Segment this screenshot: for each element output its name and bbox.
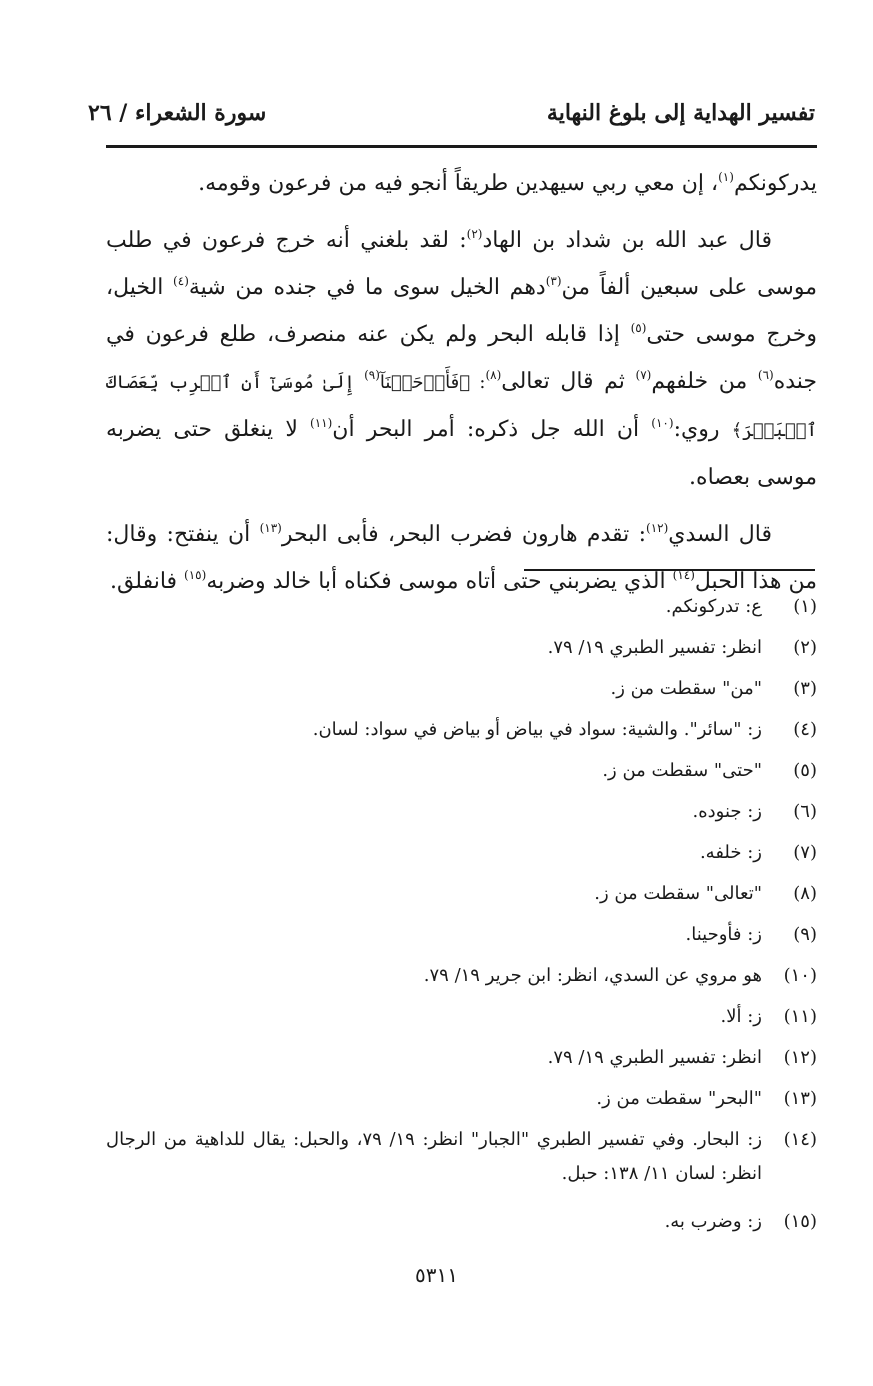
footnote-text: ز: خلفه. — [699, 842, 762, 863]
footnote-item — [106, 672, 817, 713]
footnote-text: انظر: تفسير الطبري ١٩/ ٧٩. — [547, 637, 762, 658]
footnote-separator — [524, 569, 815, 571]
footnote-number: (١٤) — [783, 1129, 817, 1150]
footnote-item — [106, 713, 817, 754]
footnote-item — [106, 1123, 817, 1205]
text-run: دهم الخيل سوى ما في جنده من شية — [188, 275, 546, 300]
footnote-item — [106, 795, 817, 836]
text-run: قال عبد الله بن شداد بن الهاد — [482, 228, 772, 253]
footnote-marker: (١) — [718, 170, 734, 184]
text-run: ثم قال تعالى — [501, 369, 636, 394]
footnote-text: ع: تدركونكم. — [665, 596, 762, 617]
text-run: : تقدم هارون فضرب البحر، فأبى البحر — [281, 522, 646, 547]
footnote-number: (٨) — [793, 883, 817, 904]
footnote-text: ز: "سائر". والشية: سواد في بياض أو بياض في سواد: لسان. — [312, 719, 762, 740]
footnote-number: (٣) — [793, 678, 817, 699]
footnote-number: (٧) — [793, 842, 817, 863]
footnote-number: (٦) — [793, 801, 817, 822]
footnote-marker: (١١) — [310, 416, 333, 430]
footnote-marker: (١٠) — [651, 416, 674, 430]
footnote-number: (١٢) — [783, 1047, 817, 1068]
footnote-item — [106, 877, 817, 918]
footnote-text: "حتى" سقطت من ز. — [602, 760, 762, 781]
footnote-number: (٥) — [793, 760, 817, 781]
footnote-marker: (١٤) — [672, 568, 695, 582]
paragraph-2 — [106, 217, 817, 501]
footnote-item — [106, 959, 817, 1000]
text-run: من خلفهم — [651, 369, 758, 394]
text-run: روي: — [673, 417, 732, 442]
footnote-marker: (٢) — [466, 227, 483, 241]
footnote-item — [106, 918, 817, 959]
footnote-text: انظر: تفسير الطبري ١٩/ ٧٩. — [547, 1047, 762, 1068]
footnote-marker: (٨) — [485, 368, 502, 382]
footnote-text: هو مروي عن السدي، انظر: ابن جرير ١٩/ ٧٩. — [423, 965, 762, 986]
footnote-number: (١١) — [783, 1006, 817, 1027]
footnote-text: ز: ألا. — [720, 1006, 762, 1027]
footnote-text: "من" سقطت من ز. — [610, 678, 762, 699]
text-run: لا ينغلق حتى يضربه موسى بعصاه. — [106, 417, 817, 490]
footnote-text: ز: وضرب به. — [664, 1211, 762, 1232]
text-run: : لقد بلغني أنه خرج فرعون في طلب موسى على سبعين ألفاً من — [106, 228, 817, 300]
footnote-item — [106, 754, 817, 795]
footnote-number: (١) — [793, 596, 817, 617]
running-header-surah: سورة الشعراء / ٢٦ — [88, 100, 267, 126]
footnote-number: (١٣) — [783, 1088, 817, 1109]
footnote-number: (١٠) — [783, 965, 817, 986]
text-run: ، إن معي ربي سيهدين طريقاً أنجو فيه من فرعون وقومه. — [198, 171, 719, 196]
footnote-item — [106, 1000, 817, 1041]
footnote-marker: (٣) — [545, 274, 562, 288]
footnote-text: ز: البحار. وفي تفسير الطبري "الجبار" انظر: ١٩/ ٧٩، والحبل: يقال للداهية من الرجال انظر: لسان ١١/ ١٣٨: حبل. — [106, 1129, 763, 1184]
footnote-item — [106, 631, 817, 672]
footnote-marker: (٦) — [757, 368, 774, 382]
footnote-number: (١٥) — [783, 1211, 817, 1232]
footnote-marker: (١٢) — [646, 521, 669, 535]
text-run: يدركونكم — [733, 171, 817, 196]
footnote-marker: (١٥) — [184, 568, 207, 582]
footnote-text: "تعالى" سقطت من ز. — [594, 883, 762, 904]
text-run: فانفلق. — [109, 569, 185, 594]
footnote-text: "البحر" سقطت من ز. — [596, 1088, 762, 1109]
footnote-marker: (٩) — [364, 368, 380, 382]
running-header-title: تفسير الهداية إلى بلوغ النهاية — [546, 100, 815, 126]
header-rule — [106, 145, 817, 148]
footnote-item — [106, 590, 817, 631]
footnote-item — [106, 1205, 817, 1246]
footnote-number: (٩) — [793, 924, 817, 945]
footnote-marker: (١٣) — [259, 521, 282, 535]
footnote-marker: (٥) — [630, 321, 647, 335]
footnote-item — [106, 1041, 817, 1082]
page-number: ٥٣١١ — [415, 1263, 458, 1287]
footnotes-list — [106, 590, 817, 1246]
text-run: أن الله جل ذكره: أمر البحر أن — [332, 417, 652, 442]
footnote-text: ز: جنوده. — [692, 801, 762, 822]
footnote-item — [106, 1082, 817, 1123]
footnote-number: (٤) — [793, 719, 817, 740]
footnote-marker: (٧) — [635, 368, 652, 382]
text-run: الذي يضربني حتى أتاه موسى فكناه أبا خالد وضربه — [206, 569, 673, 594]
main-text — [106, 160, 817, 615]
footnote-marker: (٤) — [173, 274, 189, 288]
text-run: قال السدي — [668, 522, 772, 547]
quran-verse: إِلَىٰ مُوسَىٰٓ أَنِ ٱضۡرِب بِّعَصَاكَ ٱلۡبَحۡرَ﴾ — [106, 372, 818, 441]
footnote-item — [106, 836, 817, 877]
text-run: إذا قابله البحر ولم يكن عنه منصرف، طلع فرعون في جنده — [106, 322, 818, 394]
text-run: أن ينفتح: وقال: من هذا الحبل — [106, 522, 817, 594]
footnote-number: (٢) — [793, 637, 817, 658]
footnote-text: ز: فأوحينا. — [685, 924, 762, 945]
text-run: الخيل، وخرج موسى حتى — [106, 275, 818, 347]
paragraph-1 — [106, 160, 817, 207]
quran-verse-start: : ﴿فَأَوۡحَيۡنَآ — [379, 372, 486, 393]
